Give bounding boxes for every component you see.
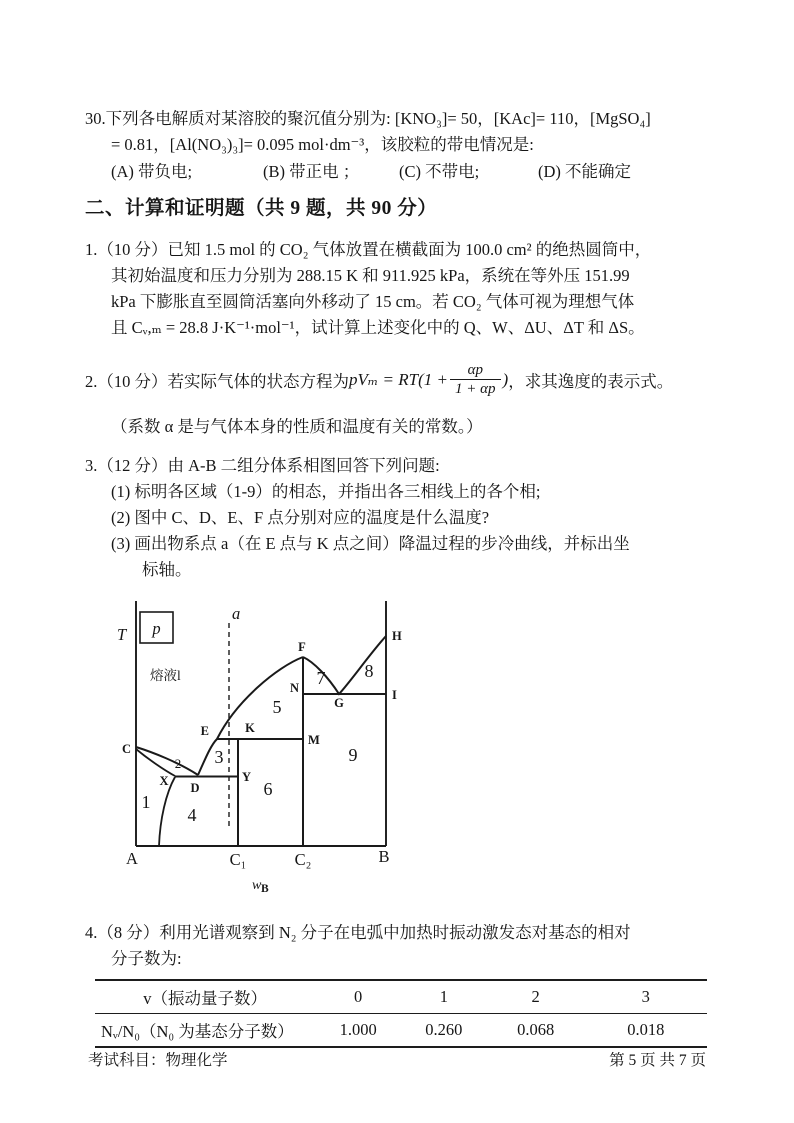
q3-item-3-cont: 标轴。 bbox=[142, 560, 192, 579]
table-header-v3: 3 bbox=[585, 980, 707, 1014]
point-g-label: G bbox=[334, 696, 344, 710]
table-header-quantum-number: v（振动量子数） bbox=[95, 980, 315, 1014]
q3-intro: 3.（12 分）由 A-B 二组分体系相图回答下列问题: bbox=[85, 456, 440, 475]
q2-prefix: 2.（10 分）若实际气体的状态方程为 bbox=[85, 372, 349, 391]
page-content bbox=[85, 106, 715, 1048]
q2-equation-right: ) bbox=[502, 370, 509, 389]
region-4-label: 4 bbox=[187, 805, 197, 825]
temperature-axis-label: T bbox=[117, 625, 127, 644]
q30-option-d: (D) 不能确定 bbox=[538, 162, 632, 181]
region-8-label: 8 bbox=[364, 661, 374, 681]
point-c-label: C bbox=[122, 742, 132, 756]
q3-item-3: (3) 画出物系点 a（在 E 点与 K 点之间）降温过程的步冷曲线，并标出坐 bbox=[111, 534, 630, 553]
region-3-label: 3 bbox=[214, 747, 224, 767]
q2-fraction bbox=[450, 362, 501, 398]
table-value-v1: 0.260 bbox=[425, 1020, 463, 1039]
table-row-ratio-label: Nᵥ/N₀（N₀ 为基态分子数） bbox=[101, 1022, 294, 1041]
q30-option-c: (C) 不带电; bbox=[399, 162, 480, 181]
table-value-v2: 0.068 bbox=[517, 1020, 555, 1039]
table-header-v0: 0 bbox=[315, 980, 401, 1014]
point-k-label: K bbox=[245, 721, 255, 735]
q3-item-1: (1) 标明各区域（1-9）的相态，并指出各三相线上的各个相; bbox=[111, 482, 541, 501]
table-header-row bbox=[95, 980, 707, 1014]
compound-c2-label: C₂ bbox=[294, 850, 312, 869]
point-a-label: a bbox=[232, 604, 241, 623]
q1-line-4: 且 Cᵥ,ₘ = 28.8 J·K⁻¹·mol⁻¹，试计算上述变化中的 Q、W、ΔU、ΔT 和 ΔS。 bbox=[111, 318, 645, 337]
point-i-label: I bbox=[392, 688, 397, 702]
table-value-v3: 0.018 bbox=[627, 1020, 665, 1039]
footer-exam-subject: 考试科目：物理化学 bbox=[88, 1052, 228, 1069]
vibration-data-table bbox=[95, 979, 707, 1048]
point-n-label: N bbox=[289, 681, 299, 695]
question-1 bbox=[85, 237, 715, 341]
q30-line-2: = 0.81，[Al(NO₃)₃]= 0.095 mol·dm⁻³，该胶粒的带电情况是: bbox=[111, 135, 534, 154]
q1-line-3: kPa 下膨胀直至圆筒活塞向外移动了 15 cm。若 CO₂ 气体可视为理想气体 bbox=[111, 292, 635, 311]
q2-note: （系数 α 是与气体本身的性质和温度有关的常数。） bbox=[111, 417, 483, 436]
q2-fraction-denominator: 1 + αp bbox=[455, 381, 496, 397]
pressure-label: p bbox=[152, 619, 161, 638]
point-y-label: Y bbox=[242, 770, 252, 784]
section-2-heading: 二、计算和证明题（共 9 题，共 90 分） bbox=[85, 198, 438, 219]
point-x-label: X bbox=[159, 774, 169, 788]
question-4 bbox=[85, 920, 715, 1048]
question-2 bbox=[85, 356, 715, 440]
page-footer bbox=[88, 1048, 706, 1070]
point-d-label: D bbox=[190, 781, 200, 795]
compound-c1-label: C₁ bbox=[229, 850, 247, 869]
q4-line-1: 4.（8 分）利用光谱观察到 N₂ 分子在电弧中加热时振动激发态对基态的相对 bbox=[85, 923, 631, 942]
liquidus-f-g-h bbox=[303, 636, 386, 694]
region-9-label: 9 bbox=[348, 745, 358, 765]
region-2-label: 2 bbox=[174, 756, 182, 771]
point-m-label: M bbox=[308, 733, 320, 747]
footer-page-number: 第 5 页 共 7 页 bbox=[609, 1052, 706, 1069]
q2-suffix: ，求其逸度的表示式。 bbox=[508, 372, 674, 391]
q2-fraction-numerator: αp bbox=[450, 362, 501, 380]
q2-equation-left: pVₘ = RT(1 + bbox=[349, 370, 449, 389]
q30-option-a: (A) 带负电; bbox=[111, 162, 193, 181]
x-axis-label-w: w bbox=[252, 878, 262, 893]
table-value-v0: 1.000 bbox=[339, 1020, 377, 1039]
region-7-label: 7 bbox=[316, 668, 326, 688]
x-axis-label-w-subscript: B bbox=[261, 883, 269, 895]
q3-item-2: (2) 图中 C、D、E、F 点分别对应的温度是什么温度? bbox=[111, 508, 490, 527]
point-f-label: F bbox=[298, 640, 306, 654]
question-30 bbox=[85, 106, 715, 185]
q4-line-2: 分子数为: bbox=[111, 949, 182, 968]
component-a-label: A bbox=[126, 849, 138, 868]
question-3 bbox=[85, 453, 715, 583]
q30-option-b: (B) 带正电 ； bbox=[263, 162, 360, 181]
phase-diagram-figure bbox=[100, 591, 430, 906]
point-e-label: E bbox=[200, 724, 209, 738]
component-b-label: B bbox=[378, 847, 390, 866]
point-h-label: H bbox=[392, 629, 402, 643]
q30-line-1: 30.下列各电解质对某溶胶的聚沉值分别为: [KNO₃]= 50，[KAc]= 110，[MgSO₄] bbox=[85, 109, 651, 128]
region-6-label: 6 bbox=[263, 779, 273, 799]
q2-formula-line bbox=[85, 356, 715, 404]
melt-region-label: 熔液l bbox=[150, 668, 181, 683]
region-5-label: 5 bbox=[272, 697, 282, 717]
q1-line-1: 1.（10 分）已知 1.5 mol 的 CO₂ 气体放置在横截面为 100.0 cm² 的绝热圆筒中， bbox=[85, 240, 652, 259]
table-data-row bbox=[95, 1014, 707, 1048]
phase-diagram-svg bbox=[100, 591, 430, 901]
region-1-label: 1 bbox=[141, 792, 151, 812]
table-header-v2: 2 bbox=[487, 980, 585, 1014]
table-header-v1: 1 bbox=[401, 980, 487, 1014]
q30-options bbox=[111, 158, 715, 185]
q1-line-2: 其初始温度和压力分别为 288.15 K 和 911.925 kPa，系统在等外压 151.99 bbox=[111, 266, 630, 285]
